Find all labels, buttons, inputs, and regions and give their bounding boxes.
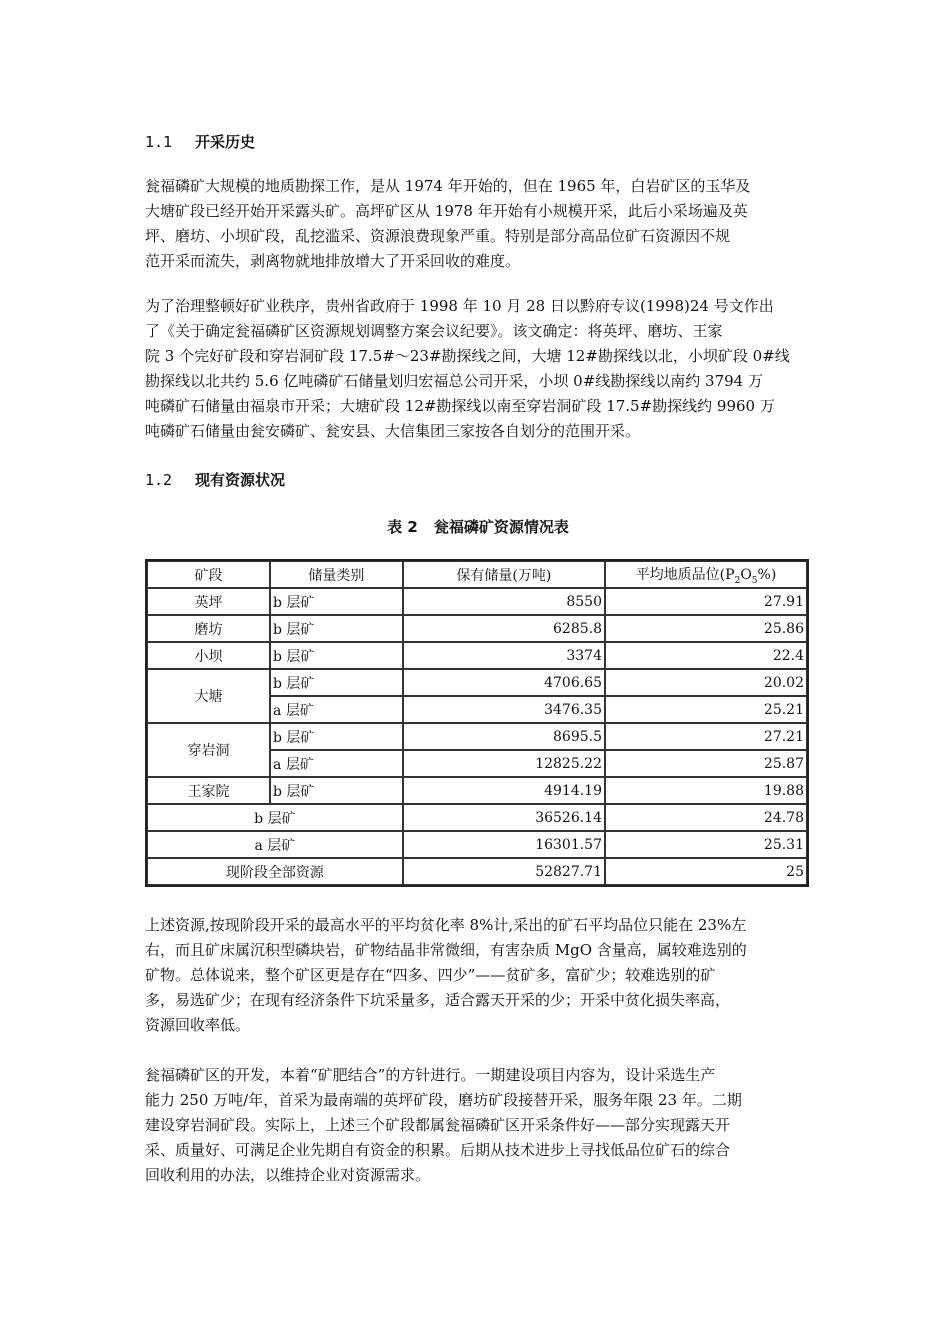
- resource-table: [145, 559, 809, 887]
- cell-segment: 大塘: [147, 669, 270, 723]
- table-caption: [145, 516, 811, 537]
- paragraph-mining-history: [145, 174, 811, 274]
- cell-grade: 27.21: [605, 723, 807, 750]
- cell-segment: 磨坊: [147, 615, 270, 642]
- text-line: 矿物。总体说来，整个矿区更是存在“四多、四少”——贫矿多，富矿少；较难选别的矿: [145, 966, 716, 984]
- cell-type: a 层矿: [270, 750, 403, 777]
- text-line: 范开采而流失，剥离物就地排放增大了开采回收的难度。: [145, 252, 521, 270]
- cell-reserve: 52827.71: [403, 858, 605, 885]
- cell-segment: 穿岩洞: [147, 723, 270, 777]
- header-grade-sub: 5: [751, 575, 758, 586]
- cell-reserve: 4914.19: [403, 777, 605, 804]
- cell-reserve: 8695.5: [403, 723, 605, 750]
- cell-grade: 27.91: [605, 588, 807, 615]
- text-line: 为了治理整顿好矿业秩序，贵州省政府于 1998 年 10 月 28 日以黔府专议(1998)24 号文作出: [145, 297, 774, 315]
- cell-grade: 22.4: [605, 642, 807, 669]
- cell-total-label: b 层矿: [147, 804, 403, 831]
- text-line: 吨磷矿石储量由瓮安磷矿、瓮安县、大信集团三家按各自划分的范围开采。: [145, 422, 641, 440]
- cell-reserve: 4706.65: [403, 669, 605, 696]
- cell-reserve: 6285.8: [403, 615, 605, 642]
- table-number: 表 2: [387, 518, 418, 536]
- cell-grade: 25: [605, 858, 807, 885]
- paragraph-development-plan: [145, 1063, 811, 1188]
- cell-total-label: a 层矿: [147, 831, 403, 858]
- text-line: 大塘矿段已经开始开采露头矿。高坪矿区从 1978 年开始有小规模开采，此后小采场遍及英: [145, 202, 748, 220]
- header-grade-part: %): [757, 566, 777, 583]
- table-row: [147, 588, 807, 615]
- header-grade-part: 平均地质品位(P: [635, 566, 735, 583]
- cell-grade: 20.02: [605, 669, 807, 696]
- cell-type: b 层矿: [270, 669, 403, 696]
- header-reserve: 保有储量(万吨): [403, 561, 605, 588]
- cell-type: b 层矿: [270, 642, 403, 669]
- header-type: 储量类别: [270, 561, 403, 588]
- cell-segment: 英坪: [147, 588, 270, 615]
- header-segment: 矿段: [147, 561, 270, 588]
- cell-reserve: 16301.57: [403, 831, 605, 858]
- text-line: 采、质量好、可满足企业先期自有资金的积累。后期从技术进步上寻找低品位矿石的综合: [145, 1141, 731, 1159]
- table-row: [147, 615, 807, 642]
- text-line: 瓮福磷矿区的开发，本着“矿肥结合”的方针进行。一期建设项目内容为，设计采选生产: [145, 1066, 716, 1084]
- header-grade-part: O: [740, 566, 752, 583]
- text-line: 资源回收率低。: [145, 1016, 251, 1034]
- table-row: [147, 642, 807, 669]
- cell-type: a 层矿: [270, 696, 403, 723]
- table-row: [147, 723, 807, 750]
- cell-type: b 层矿: [270, 777, 403, 804]
- section-title: 现有资源状况: [195, 471, 286, 489]
- section-heading-resources: [145, 469, 285, 490]
- section-heading-history: [145, 131, 255, 152]
- text-line: 院 3 个完好矿段和穿岩洞矿段 17.5#～23#勘探线之间，大塘 12#勘探线以北，小坝矿段 0#线: [145, 347, 790, 365]
- text-line: 回收利用的办法，以维持企业对资源需求。: [145, 1166, 431, 1184]
- cell-segment: 王家院: [147, 777, 270, 804]
- cell-reserve: 36526.14: [403, 804, 605, 831]
- text-line: 坪、磨坊、小坝矿段，乱挖滥采、资源浪费现象严重。特别是部分高品位矿石资源因不规: [145, 227, 731, 245]
- cell-type: b 层矿: [270, 615, 403, 642]
- cell-segment: 小坝: [147, 642, 270, 669]
- paragraph-regulation: [145, 294, 811, 444]
- cell-reserve: 3476.35: [403, 696, 605, 723]
- text-line: 能力 250 万吨/年，首采为最南端的英坪矿段，磨坊矿段接替开采，服务年限 23 年。二期: [145, 1091, 742, 1109]
- table-row: [147, 777, 807, 804]
- paragraph-resource-quality: [145, 913, 811, 1038]
- header-grade-sub: 2: [734, 575, 741, 586]
- table-total-row: [147, 804, 807, 831]
- text-line: 右，而且矿床属沉积型磷块岩，矿物结晶非常微细，有害杂质 MgO 含量高，属较难选别的: [145, 941, 747, 959]
- table-title: 瓮福磷矿资源情况表: [433, 518, 569, 536]
- text-line: 勘探线以北共约 5.6 亿吨磷矿石储量划归宏福总公司开采，小坝 0#线勘探线以南约 3794 万: [145, 372, 763, 390]
- cell-grade: 24.78: [605, 804, 807, 831]
- cell-reserve: 8550: [403, 588, 605, 615]
- cell-grade: 25.21: [605, 696, 807, 723]
- table-total-row: [147, 831, 807, 858]
- section-title: 开采历史: [195, 133, 256, 151]
- cell-reserve: 12825.22: [403, 750, 605, 777]
- cell-reserve: 3374: [403, 642, 605, 669]
- cell-grade: 25.86: [605, 615, 807, 642]
- table-header-row: [147, 561, 807, 588]
- cell-grade: 25.31: [605, 831, 807, 858]
- cell-type: b 层矿: [270, 723, 403, 750]
- cell-type: b 层矿: [270, 588, 403, 615]
- section-number: 1.2: [145, 471, 173, 489]
- cell-grade: 19.88: [605, 777, 807, 804]
- table-row: [147, 669, 807, 696]
- text-line: 瓮福磷矿大规模的地质勘探工作，是从 1974 年开始的，但在 1965 年，白岩矿区的玉华及: [145, 177, 751, 195]
- text-line: 上述资源,按现阶段开采的最高水平的平均贫化率 8%计,采出的矿石平均品位只能在 23%左: [145, 916, 747, 934]
- text-line: 了《关于确定瓮福磷矿区资源规划调整方案会议纪要》。该文确定：将英坪、磨坊、王家: [145, 322, 723, 340]
- cell-total-label: 现阶段全部资源: [147, 858, 403, 885]
- text-line: 建设穿岩洞矿段。实际上，上述三个矿段都属瓮福磷矿区开采条件好——部分实现露天开: [145, 1116, 731, 1134]
- cell-grade: 25.87: [605, 750, 807, 777]
- header-grade: [605, 561, 807, 588]
- table-total-row: [147, 858, 807, 885]
- text-line: 多，易选矿少；在现有经济条件下坑采量多，适合露天开采的少；开采中贫化损失率高，: [145, 991, 731, 1009]
- section-number: 1.1: [145, 133, 173, 151]
- text-line: 吨磷矿石储量由福泉市开采；大塘矿段 12#勘探线以南至穿岩洞矿段 17.5#勘探线约 9960 万: [145, 397, 775, 415]
